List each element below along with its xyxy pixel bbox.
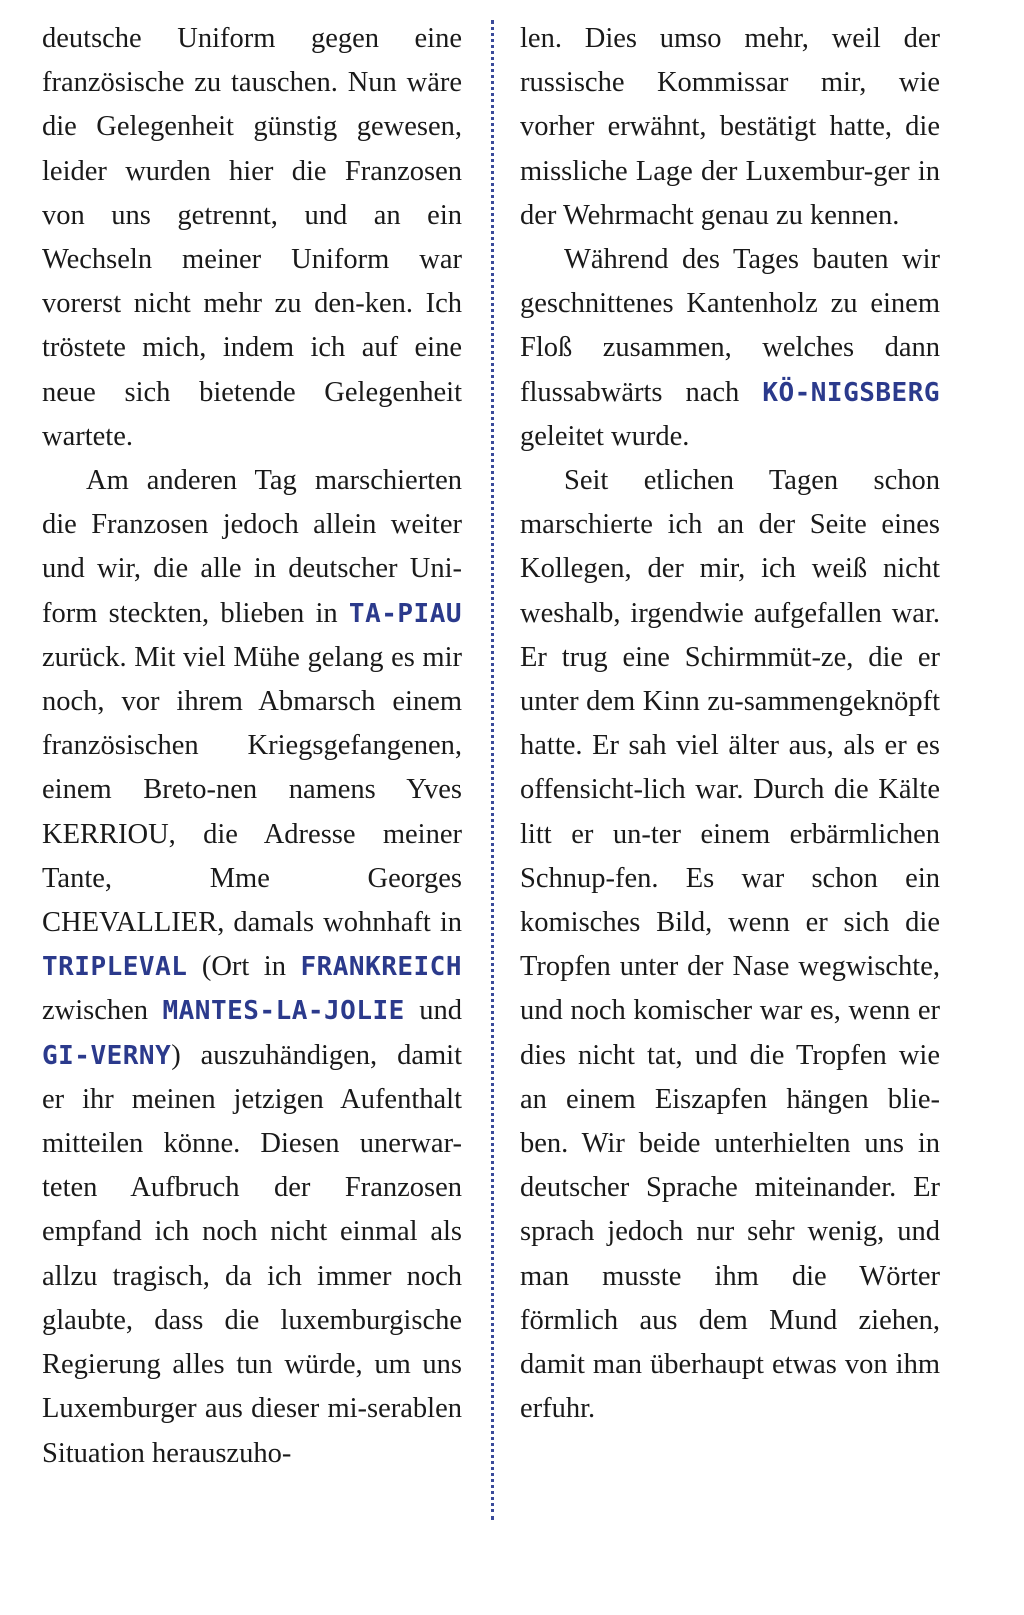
column-divider bbox=[491, 20, 494, 1520]
place-name-tripleval: TRIPLEVAL bbox=[42, 952, 188, 983]
place-name-koenigsberg: KÖ-NIGSBERG bbox=[762, 377, 940, 408]
place-name-frankreich: FRANKREICH bbox=[300, 952, 462, 983]
place-name-tapiau: TA-PIAU bbox=[348, 598, 462, 629]
text-span: zwischen bbox=[42, 995, 163, 1027]
right-paragraph-1: len. Dies umso mehr, weil der russische Kommissar mir, wie vorher erwähnt, bestätigt hatte, die missliche Lage der Luxembur-ger in der Wehrmacht genau zu kennen. bbox=[520, 23, 940, 231]
left-column bbox=[42, 17, 462, 1476]
right-paragraph-2 bbox=[520, 238, 940, 459]
left-paragraph-1: deutsche Uniform gegen eine französische zu tauschen. Nun wäre die Gelegenheit günstig gewesen, leider wurden hier die Franzosen von uns getrennt, und an ein Wechseln meiner Uniform war vorerst nicht mehr zu den-ken. Ich tröstete mich, indem ich auf eine neue sich bietende Gelegenheit wartete. bbox=[42, 23, 462, 452]
right-paragraph-3: Seit etlichen Tagen schon marschierte ich an der Seite eines Kollegen, der mir, ich weiß nicht weshalb, irgendwie aufgefallen war. Er trug eine Schirmmüt-ze, die er unter dem Kinn zu-sammengeknöpft hatte. Er sah viel älter aus, als er es offensicht-lich war. Durch die Kälte litt er un-ter einem erbärmlichen Schnup-fen. Es war schon ein komisches Bild, wenn er sich die Tropfen unter der Nase wegwischte, und noch komischer war es, wenn er dies nicht tat, und die Tropfen wie an einem Eiszapfen hängen blie-ben. Wir beide unterhielten uns in deutscher Sprache miteinander. Er sprach jedoch nur sehr wenig, und man musste ihm die Wörter förmlich aus dem Mund ziehen, damit man überhaupt etwas von ihm erfuhr. bbox=[520, 465, 940, 1425]
place-name-giverny: GI-VERNY bbox=[42, 1040, 172, 1071]
place-name-mantes-la-jolie: MANTES-LA-JOLIE bbox=[162, 996, 405, 1027]
text-span: Am anderen Tag marschierten die Franzosen jedoch allein weiter und wir, die alle in deutscher Uni-form steckten, blieben in bbox=[42, 465, 462, 629]
right-column bbox=[520, 17, 940, 1432]
text-span: geleitet wurde. bbox=[520, 420, 690, 452]
text-span: und bbox=[404, 995, 463, 1027]
text-span: ) auszuhändigen, damit er ihr meinen jetzigen Aufenthalt mitteilen könne. Diesen unerwar-teten Aufbruch der Franzosen empfand ich noch nicht einmal als allzu tragisch, da ich immer noch glaubte, dass die luxemburgische Regierung alles tun würde, um uns Luxemburger aus dieser mi-serablen Situation herauszuho- bbox=[42, 1039, 462, 1469]
text-span: zurück. Mit viel Mühe gelang es mir noch, vor ihrem Abmarsch einem französischen Kriegsgefangenen, einem Breto-nen namens Yves KERRIOU, die Adresse meiner Tante, Mme Georges CHEVALLIER, damals wohnhaft in bbox=[42, 641, 462, 939]
text-span: Während des Tages bauten wir geschnittenes Kantenholz zu einem Floß zusammen, welches dann flussabwärts nach bbox=[520, 244, 940, 408]
text-span: (Ort in bbox=[187, 951, 301, 983]
left-paragraph-2 bbox=[42, 459, 462, 1476]
